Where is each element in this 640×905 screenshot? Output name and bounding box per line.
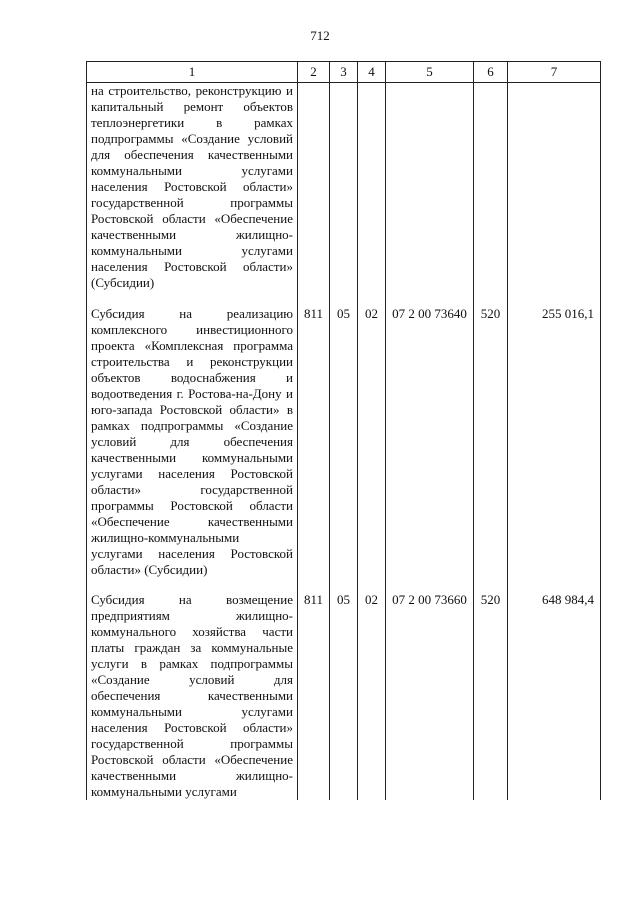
column-header-7: 7 xyxy=(508,62,601,83)
table-header xyxy=(87,62,601,83)
cell-ministry-code: 811 xyxy=(298,592,330,800)
table-body xyxy=(87,83,601,801)
row-description: Субсидия на реализацию комплексного инвестиционного проекта «Комплексная программа строительства и реконструкции объектов водоснабжения и водоотведения г. Ростова-на-Дону и юго-запада Ростовской области» в рамках подпрограммы «Создание условий для обеспечения качественными коммунальными услугами населения Ростовской области» государственной программы Ростовской области «Обеспечение качественными жилищно-коммунальными услугами населения Ростовской области» (Субсидии) xyxy=(87,306,298,592)
cell-section: 05 xyxy=(330,592,358,800)
column-header-5: 5 xyxy=(386,62,474,83)
cell-target-article xyxy=(386,83,474,307)
cell-amount: 255 016,1 xyxy=(508,306,601,592)
cell-expense-type: 520 xyxy=(474,306,508,592)
cell-ministry-code xyxy=(298,83,330,307)
cell-subsection: 02 xyxy=(358,592,386,800)
table-row xyxy=(87,83,601,307)
cell-expense-type xyxy=(474,83,508,307)
cell-section: 05 xyxy=(330,306,358,592)
cell-ministry-code: 811 xyxy=(298,306,330,592)
table-row xyxy=(87,306,601,592)
cell-amount: 648 984,4 xyxy=(508,592,601,800)
cell-target-article: 07 2 00 73640 xyxy=(386,306,474,592)
column-header-1: 1 xyxy=(87,62,298,83)
table-row xyxy=(87,592,601,800)
column-header-3: 3 xyxy=(330,62,358,83)
column-header-4: 4 xyxy=(358,62,386,83)
column-header-2: 2 xyxy=(298,62,330,83)
column-header-6: 6 xyxy=(474,62,508,83)
cell-expense-type: 520 xyxy=(474,592,508,800)
budget-table xyxy=(86,61,601,800)
row-description: Субсидия на возмещение предприятиям жилищно-коммунального хозяйства части платы граждан за коммунальные услуги в рамках подпрограммы «Создание условий для обеспечения качественными коммунальными услугами населения Ростовской области» государственной программы Ростовской области «Обеспечение качественными жилищно-коммунальными услугами xyxy=(87,592,298,800)
cell-subsection: 02 xyxy=(358,306,386,592)
header-row xyxy=(87,62,601,83)
cell-subsection xyxy=(358,83,386,307)
cell-target-article: 07 2 00 73660 xyxy=(386,592,474,800)
cell-amount xyxy=(508,83,601,307)
cell-section xyxy=(330,83,358,307)
row-description: на строительство, реконструкцию и капитальный ремонт объектов теплоэнергетики в рамках подпрограммы «Создание условий для обеспечения качественными коммунальными услугами населения Ростовской области» государственной программы Ростовской области «Обеспечение качественными жилищно-коммунальными услугами населения Ростовской области» (Субсидии) xyxy=(87,83,298,307)
page-number: 712 xyxy=(310,28,330,43)
